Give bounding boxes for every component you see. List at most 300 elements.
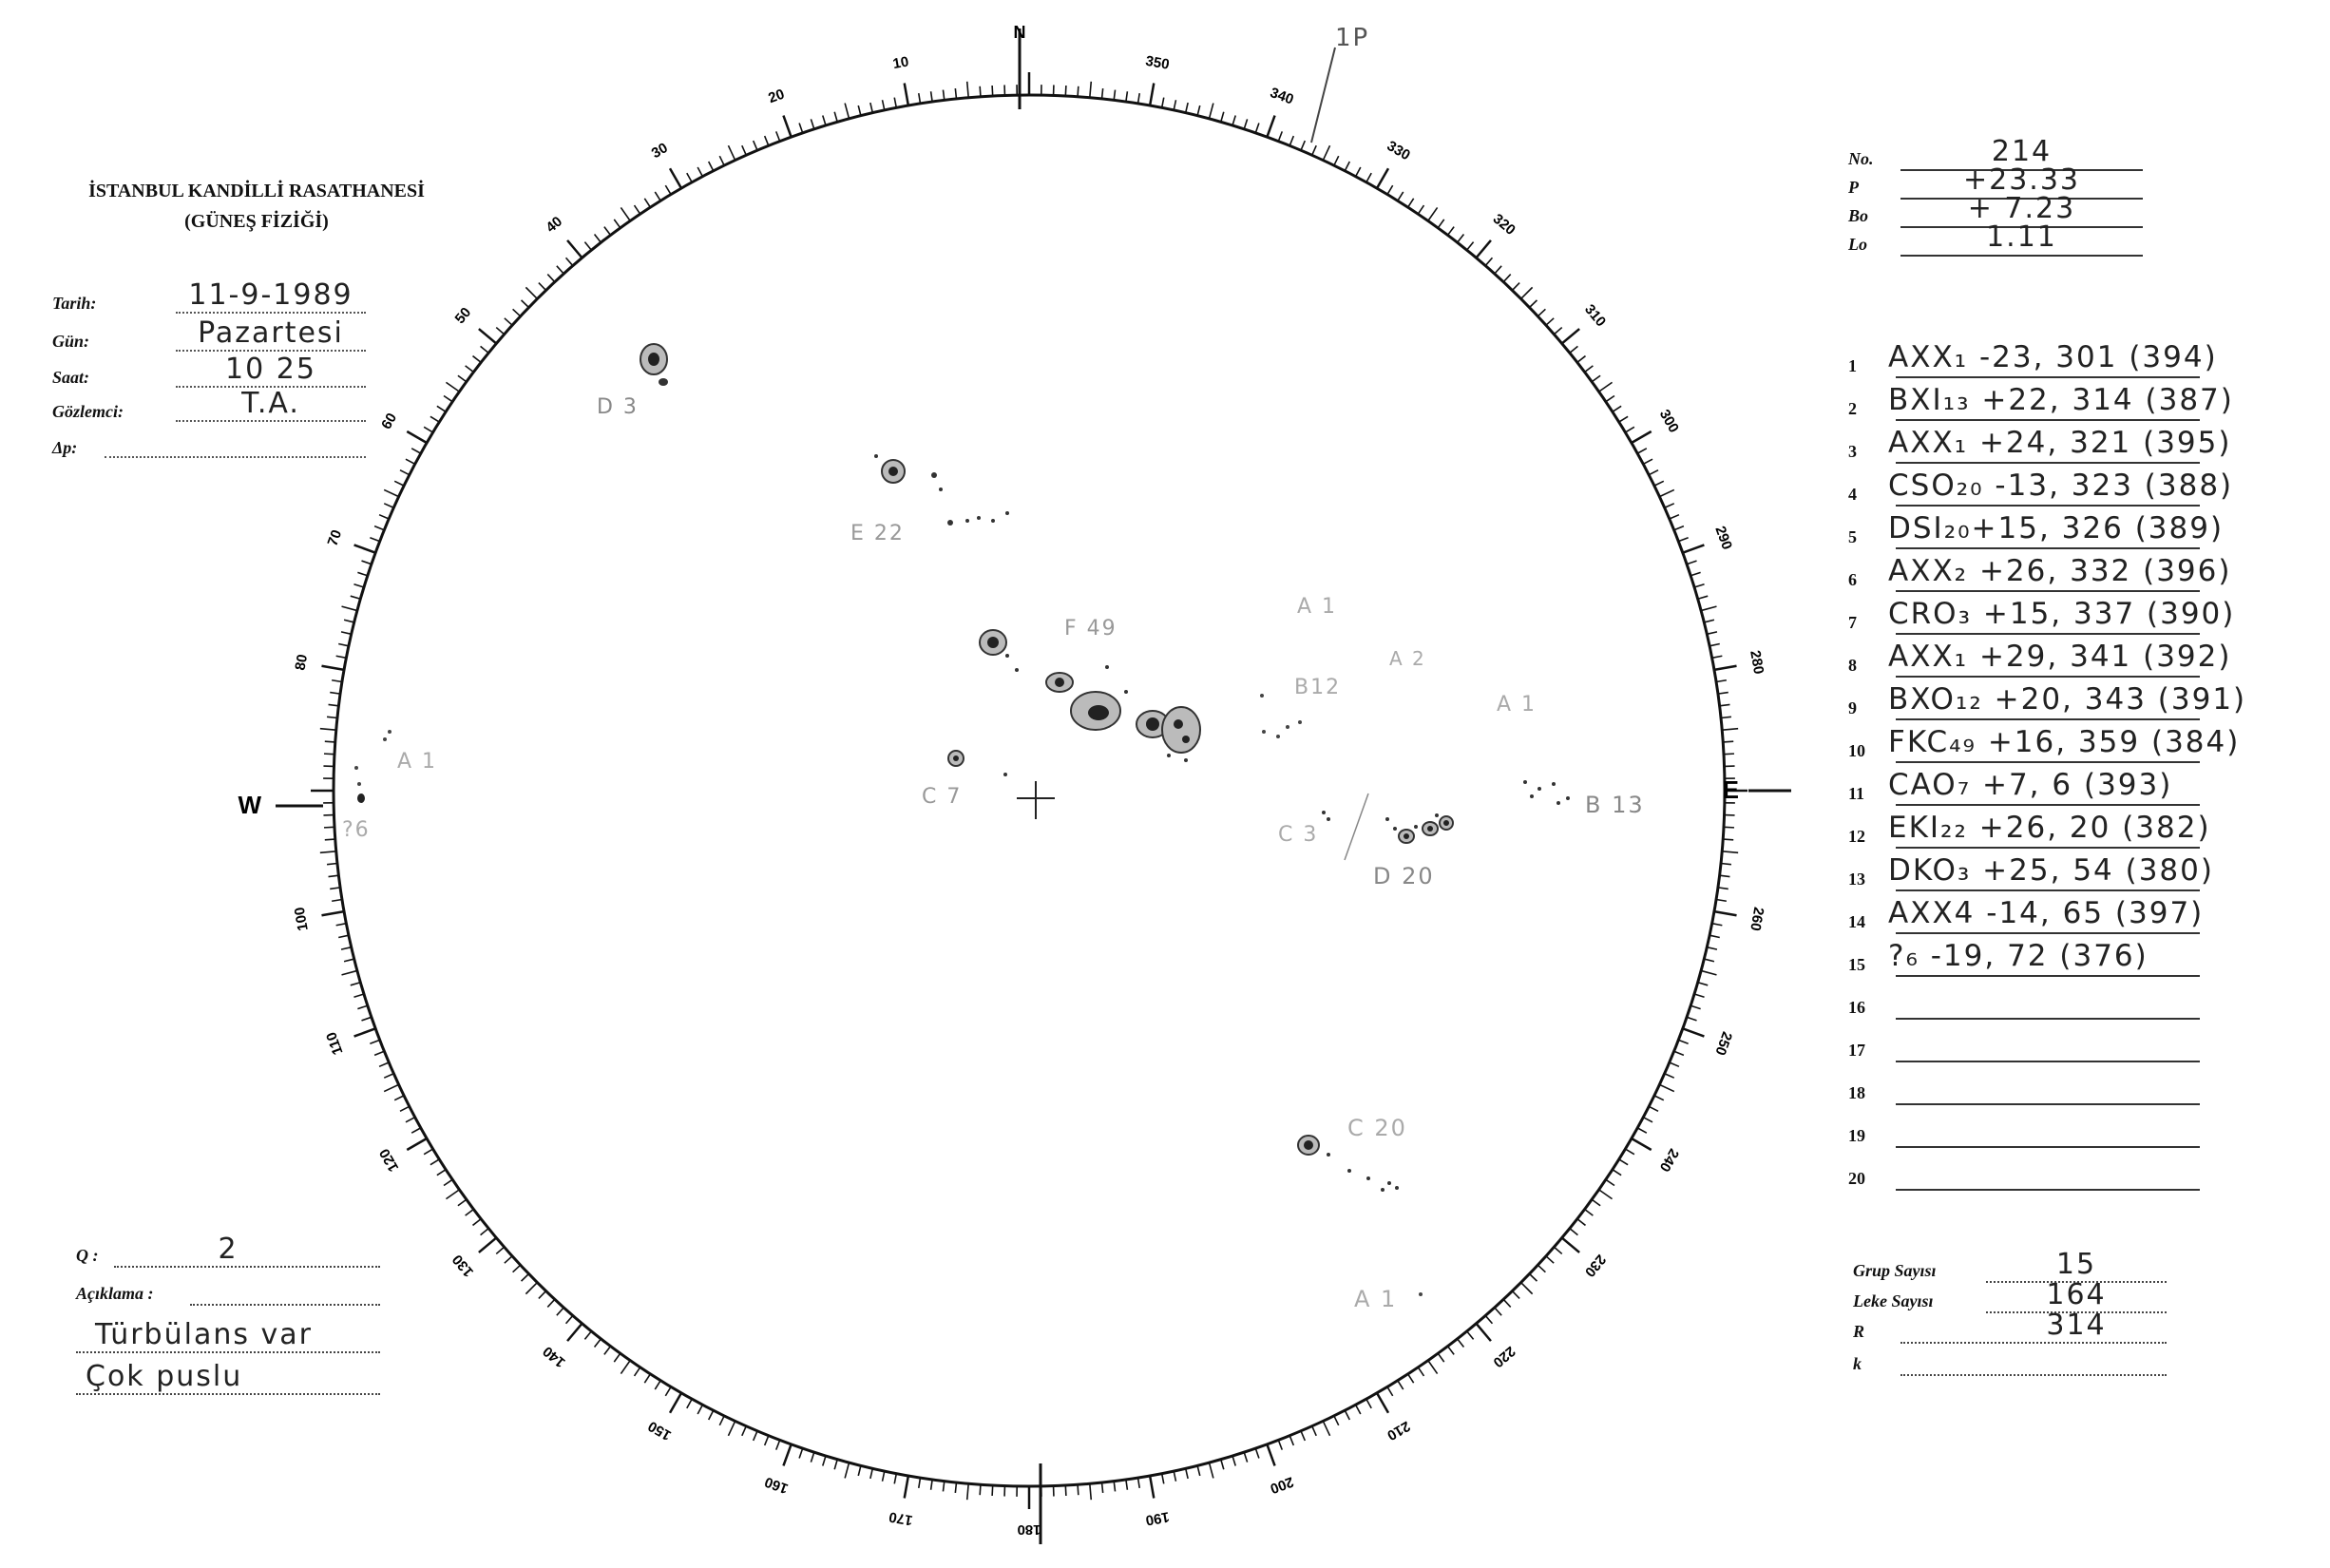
scale-tick bbox=[1503, 1299, 1511, 1307]
scale-tick bbox=[1255, 123, 1259, 132]
scale-tick bbox=[870, 1468, 872, 1479]
scale-tick bbox=[1678, 1040, 1688, 1043]
group-number: 17 bbox=[1848, 1041, 1865, 1060]
scale-tick bbox=[1078, 86, 1079, 97]
scale-tick bbox=[344, 959, 354, 962]
group-number: 13 bbox=[1848, 870, 1865, 889]
scale-tick bbox=[1701, 606, 1716, 610]
scale-tick bbox=[709, 162, 714, 171]
scale-tick bbox=[1707, 632, 1717, 634]
scale-tick bbox=[1126, 1480, 1128, 1490]
scale-tick bbox=[1102, 1482, 1103, 1493]
label-a1-top: A 1 bbox=[1297, 595, 1338, 619]
sunspot-group-f49 bbox=[980, 617, 1200, 762]
scale-label: 220 bbox=[1489, 1343, 1518, 1371]
scale-tick bbox=[1709, 935, 1720, 937]
scale-tick bbox=[321, 911, 344, 915]
scale-tick bbox=[341, 947, 352, 949]
scale-label: 20 bbox=[766, 86, 787, 107]
scale-label: 70 bbox=[324, 527, 346, 548]
sunspot-group-q6 bbox=[342, 766, 371, 842]
scale-tick bbox=[1278, 1440, 1282, 1449]
scale-tick bbox=[444, 396, 452, 402]
scale-tick bbox=[1659, 489, 1673, 496]
group-number: 19 bbox=[1848, 1126, 1865, 1145]
scale-tick bbox=[1334, 156, 1339, 165]
scale-tick bbox=[845, 1463, 849, 1478]
group-number: 5 bbox=[1848, 527, 1857, 546]
scale-tick bbox=[870, 103, 872, 113]
scale-tick bbox=[1255, 1448, 1259, 1458]
sunspot-group-b13 bbox=[1523, 780, 1645, 818]
scale-tick bbox=[496, 1247, 504, 1253]
scale-tick bbox=[354, 545, 376, 552]
scale-tick bbox=[325, 839, 335, 840]
group-number: 18 bbox=[1848, 1083, 1865, 1102]
scale-label: 10 bbox=[891, 53, 910, 73]
degree-scale bbox=[292, 53, 1767, 1538]
group-entry: AXX₁ -23, 301 (394) bbox=[1888, 340, 2218, 374]
scale-tick bbox=[1720, 704, 1730, 705]
scale-tick bbox=[967, 82, 968, 98]
scale-tick bbox=[1323, 145, 1329, 160]
group-entry: FKC₄₉ +16, 359 (384) bbox=[1888, 725, 2241, 759]
scale-tick bbox=[1467, 1331, 1474, 1340]
scale-tick bbox=[1723, 839, 1733, 840]
scale-tick bbox=[411, 449, 421, 453]
bo-label: Bo bbox=[1848, 206, 1869, 225]
scale-tick bbox=[955, 88, 956, 99]
scale-tick bbox=[1312, 1426, 1316, 1436]
scale-tick bbox=[1649, 1106, 1658, 1111]
scale-tick bbox=[341, 632, 352, 634]
scale-tick bbox=[1334, 1416, 1339, 1425]
scale-tick bbox=[342, 606, 357, 610]
scale-tick bbox=[539, 283, 546, 291]
scale-tick bbox=[444, 1179, 452, 1185]
scale-tick bbox=[1723, 741, 1733, 742]
scale-tick bbox=[330, 693, 340, 695]
day-label: Gün: bbox=[52, 332, 90, 351]
scale-tick bbox=[1209, 1463, 1213, 1478]
scale-tick bbox=[424, 427, 432, 432]
scale-tick bbox=[1387, 185, 1393, 194]
scale-tick bbox=[1562, 329, 1579, 343]
scale-tick bbox=[1197, 105, 1200, 116]
quality-value: 2 bbox=[218, 1233, 239, 1266]
scale-tick bbox=[370, 538, 379, 542]
label-b13: B 13 bbox=[1585, 792, 1645, 818]
scale-label: 40 bbox=[543, 213, 566, 237]
scale-tick bbox=[621, 207, 630, 220]
scale-tick bbox=[1606, 1179, 1614, 1185]
scale-tick bbox=[1712, 924, 1723, 926]
scale-tick bbox=[845, 104, 849, 119]
scale-tick bbox=[1162, 1474, 1164, 1484]
scale-tick bbox=[1599, 1190, 1613, 1199]
scale-tick bbox=[1570, 1229, 1578, 1235]
scale-tick bbox=[407, 431, 427, 443]
scale-tick bbox=[1709, 644, 1720, 646]
scale-tick bbox=[379, 515, 389, 519]
scale-tick bbox=[765, 136, 769, 145]
scale-tick bbox=[943, 1482, 944, 1492]
scale-label: 130 bbox=[449, 1251, 477, 1280]
scale-label: 290 bbox=[1711, 524, 1735, 552]
scale-tick bbox=[967, 1483, 968, 1500]
scale-tick bbox=[1174, 100, 1175, 110]
p-value: +23.33 bbox=[1962, 163, 2081, 197]
scale-tick bbox=[479, 329, 496, 343]
scale-tick bbox=[384, 504, 393, 507]
scale-tick bbox=[354, 1028, 376, 1036]
scale-tick bbox=[980, 86, 981, 97]
scale-tick bbox=[458, 375, 467, 381]
scale-tick bbox=[437, 1170, 446, 1176]
scale-tick bbox=[1714, 666, 1737, 670]
group-entry: CAO₇ +7, 6 (393) bbox=[1888, 768, 2173, 802]
day-value: Pazartesi bbox=[198, 316, 344, 350]
group-number: 10 bbox=[1848, 741, 1865, 760]
scale-tick bbox=[1428, 207, 1438, 220]
scale-tick bbox=[595, 235, 602, 243]
time-label: Saat: bbox=[52, 368, 90, 387]
scale-tick bbox=[1670, 515, 1679, 519]
scale-label: 180 bbox=[1017, 1521, 1041, 1539]
scale-tick bbox=[687, 1399, 692, 1408]
scale-tick bbox=[742, 1426, 746, 1436]
scale-tick bbox=[1377, 168, 1388, 188]
scale-tick bbox=[1625, 1149, 1633, 1155]
group-number: 14 bbox=[1848, 912, 1865, 931]
scale-tick bbox=[525, 287, 537, 298]
scale-tick bbox=[344, 620, 354, 622]
scale-tick bbox=[670, 1393, 681, 1413]
scale-tick bbox=[320, 729, 336, 730]
scale-tick bbox=[1438, 220, 1443, 228]
scale-tick bbox=[446, 1190, 459, 1199]
scale-tick bbox=[430, 1159, 439, 1165]
no-value: 214 bbox=[1991, 135, 2053, 168]
scale-tick bbox=[1632, 1138, 1652, 1150]
scale-tick bbox=[1687, 561, 1696, 564]
scale-tick bbox=[1678, 538, 1688, 542]
group-count-label: Grup Sayısı bbox=[1853, 1261, 1937, 1280]
north-label: N bbox=[1013, 23, 1026, 42]
scale-tick bbox=[324, 754, 334, 755]
scale-tick bbox=[980, 1484, 981, 1495]
scale-tick bbox=[1356, 1405, 1361, 1414]
scale-tick bbox=[1592, 1199, 1600, 1205]
scale-tick bbox=[329, 875, 339, 876]
scale-tick bbox=[1724, 754, 1734, 755]
scale-tick bbox=[351, 983, 361, 985]
group-entry: BXI₁₃ +22, 314 (387) bbox=[1888, 383, 2234, 417]
scale-tick bbox=[1722, 851, 1738, 852]
sunspot-group-a1-bottom bbox=[1354, 1286, 1423, 1312]
label-c7: C 7 bbox=[922, 785, 963, 809]
scale-tick bbox=[547, 275, 555, 282]
group-entry: DKO₃ +25, 54 (380) bbox=[1888, 853, 2214, 888]
scale-tick bbox=[1694, 584, 1705, 587]
scale-tick bbox=[525, 1283, 537, 1294]
sunspot-group-c20 bbox=[1298, 1115, 1407, 1192]
scale-tick bbox=[496, 328, 504, 335]
scale-tick bbox=[1643, 1118, 1652, 1122]
scale-tick bbox=[1232, 115, 1235, 125]
scale-tick bbox=[728, 1421, 735, 1435]
group-entry: AXX₂ +26, 332 (396) bbox=[1888, 554, 2232, 588]
scale-tick bbox=[411, 1128, 421, 1133]
group-entry: EKI₂₂ +26, 20 (382) bbox=[1888, 811, 2211, 845]
scale-tick bbox=[1078, 1484, 1079, 1495]
scale-tick bbox=[1537, 1265, 1545, 1272]
scale-tick bbox=[1554, 1247, 1561, 1253]
scale-tick bbox=[1150, 83, 1154, 105]
scale-tick bbox=[1221, 1460, 1224, 1470]
group-number: 16 bbox=[1848, 998, 1865, 1017]
scale-tick bbox=[1722, 729, 1738, 730]
scale-tick bbox=[1244, 119, 1247, 128]
scale-tick bbox=[1613, 1170, 1621, 1176]
scale-tick bbox=[823, 1456, 826, 1466]
scale-label: 60 bbox=[378, 410, 401, 432]
scale-tick bbox=[1221, 112, 1224, 123]
scale-tick bbox=[473, 356, 482, 363]
scale-label: 340 bbox=[1268, 85, 1296, 108]
scale-tick bbox=[665, 1386, 671, 1395]
scale-tick bbox=[1718, 693, 1728, 695]
group-entry: CRO₃ +15, 337 (390) bbox=[1888, 597, 2236, 631]
scale-label: 210 bbox=[1384, 1417, 1413, 1444]
scale-tick bbox=[1278, 131, 1282, 141]
label-a2: A 2 bbox=[1389, 647, 1426, 670]
group-count-value: 15 bbox=[2055, 1248, 2097, 1281]
scale-tick bbox=[1209, 104, 1213, 119]
scale-label: 230 bbox=[1581, 1251, 1610, 1280]
scale-tick bbox=[1174, 1471, 1175, 1482]
scale-tick bbox=[992, 86, 993, 96]
scale-tick bbox=[384, 1074, 393, 1078]
scale-tick bbox=[894, 98, 896, 108]
bo-value: + 7.23 bbox=[1967, 192, 2076, 225]
scale-tick bbox=[336, 656, 347, 658]
scale-tick bbox=[400, 470, 410, 475]
scale-tick bbox=[1670, 1062, 1679, 1066]
scale-label: 190 bbox=[1144, 1508, 1171, 1529]
scale-tick bbox=[547, 1299, 555, 1307]
scale-tick bbox=[1065, 86, 1066, 96]
scale-tick bbox=[513, 309, 521, 316]
scale-tick bbox=[1716, 900, 1727, 902]
note-2: Çok puslu bbox=[86, 1360, 243, 1393]
scale-label: 110 bbox=[323, 1029, 347, 1058]
scale-label: 30 bbox=[648, 140, 671, 163]
scale-tick bbox=[834, 1460, 837, 1470]
scale-tick bbox=[1398, 192, 1404, 201]
no-label: No. bbox=[1848, 149, 1874, 168]
label-q6: ?6 bbox=[342, 818, 371, 842]
scale-label: 80 bbox=[292, 653, 312, 672]
scale-tick bbox=[342, 970, 357, 974]
scale-tick bbox=[1521, 287, 1533, 298]
scale-tick bbox=[931, 1480, 933, 1490]
spot-count-value: 164 bbox=[2046, 1278, 2107, 1311]
scale-tick bbox=[1637, 449, 1647, 453]
scale-tick bbox=[407, 1138, 427, 1150]
scale-tick bbox=[481, 1229, 489, 1235]
scale-tick bbox=[1301, 1431, 1305, 1441]
scale-tick bbox=[604, 1347, 611, 1355]
label-e22: E 22 bbox=[850, 522, 905, 545]
scale-tick bbox=[1458, 1339, 1464, 1348]
label-d20: D 20 bbox=[1373, 863, 1435, 889]
scale-tick bbox=[1698, 596, 1709, 599]
group-number: 8 bbox=[1848, 656, 1857, 675]
sunspot-group-e22 bbox=[850, 454, 1009, 545]
scale-tick bbox=[858, 105, 861, 116]
scale-tick bbox=[655, 1381, 660, 1389]
group-entry: BXO₁₂ +20, 343 (391) bbox=[1888, 682, 2247, 717]
scale-tick bbox=[655, 192, 660, 201]
scale-tick bbox=[1387, 1386, 1393, 1395]
scale-tick bbox=[320, 851, 336, 852]
observer-value: T.A. bbox=[241, 387, 300, 420]
scale-tick bbox=[1485, 1315, 1492, 1323]
scale-tick bbox=[1585, 366, 1594, 373]
scale-tick bbox=[1090, 1483, 1091, 1500]
scale-tick bbox=[754, 141, 757, 150]
sunspot-group-d20 bbox=[1373, 813, 1453, 889]
scale-tick bbox=[384, 1084, 398, 1091]
scale-tick bbox=[1512, 283, 1519, 291]
scale-tick bbox=[783, 1444, 791, 1466]
scale-tick bbox=[566, 1315, 573, 1323]
scale-tick bbox=[687, 173, 692, 182]
scale-tick bbox=[1704, 620, 1714, 622]
scale-tick bbox=[1408, 199, 1414, 207]
group-number: 20 bbox=[1848, 1169, 1865, 1188]
scale-tick bbox=[1345, 1410, 1349, 1420]
scale-tick bbox=[1546, 1256, 1554, 1263]
scale-tick bbox=[1562, 1238, 1579, 1252]
scale-tick bbox=[754, 1431, 757, 1441]
scale-tick bbox=[1714, 911, 1737, 915]
scale-tick bbox=[1448, 1347, 1455, 1355]
group-number: 2 bbox=[1848, 399, 1857, 418]
scale-tick bbox=[1674, 1051, 1684, 1055]
group-entry: AXX4 -14, 65 (397) bbox=[1888, 896, 2205, 930]
group-entry: AXX₁ +29, 341 (392) bbox=[1888, 640, 2232, 674]
scale-label: 100 bbox=[291, 906, 312, 932]
sunspot-group-c3 bbox=[1278, 811, 1330, 847]
scale-tick bbox=[1577, 356, 1586, 363]
time-value: 10 25 bbox=[225, 353, 316, 386]
scale-tick bbox=[1458, 235, 1464, 243]
group-entry: DSI₂₀+15, 326 (389) bbox=[1888, 511, 2225, 545]
scale-tick bbox=[505, 318, 512, 325]
scale-label: 170 bbox=[888, 1508, 914, 1529]
scale-tick bbox=[783, 116, 791, 138]
scale-tick bbox=[513, 1265, 521, 1272]
scale-tick bbox=[1345, 162, 1349, 171]
scale-tick bbox=[1503, 275, 1511, 282]
scale-tick bbox=[336, 924, 347, 926]
department-name: (GÜNEŞ FİZİĞİ) bbox=[184, 211, 329, 232]
scale-tick bbox=[1637, 1128, 1647, 1133]
scale-tick bbox=[338, 935, 349, 937]
scale-tick bbox=[1613, 406, 1621, 411]
scale-label: 240 bbox=[1655, 1145, 1682, 1175]
scale-tick bbox=[1665, 504, 1674, 507]
scale-tick bbox=[522, 1273, 529, 1281]
scale-tick bbox=[742, 145, 746, 155]
scale-tick bbox=[799, 123, 803, 132]
scale-tick bbox=[1724, 827, 1734, 828]
scale-label: 310 bbox=[1581, 301, 1610, 331]
group-number: 6 bbox=[1848, 570, 1857, 589]
scale-label: 330 bbox=[1384, 138, 1413, 164]
scale-tick bbox=[1428, 1361, 1438, 1374]
scale-tick bbox=[834, 112, 837, 123]
scale-tick bbox=[330, 888, 340, 889]
delta-p-label: Δp: bbox=[52, 438, 78, 457]
scale-tick bbox=[466, 366, 474, 373]
scale-tick bbox=[361, 561, 371, 564]
scale-tick bbox=[357, 572, 367, 575]
quality-label: Q : bbox=[76, 1246, 99, 1265]
scale-tick bbox=[1712, 656, 1723, 658]
scale-tick bbox=[614, 1353, 620, 1362]
west-label: W bbox=[238, 791, 261, 819]
scale-tick bbox=[1721, 864, 1731, 865]
scale-tick bbox=[1606, 396, 1614, 402]
scale-tick bbox=[1570, 346, 1578, 353]
label-a1-right: A 1 bbox=[1497, 693, 1537, 717]
scale-tick bbox=[1267, 116, 1274, 138]
sunspot-group-b12 bbox=[1260, 676, 1341, 738]
group-number: 11 bbox=[1848, 784, 1865, 803]
scale-tick bbox=[557, 1308, 563, 1315]
observer-label: Gözlemci: bbox=[52, 402, 124, 421]
scale-tick bbox=[1126, 91, 1128, 102]
scale-tick bbox=[1477, 240, 1491, 258]
date-label: Tarih: bbox=[52, 294, 97, 313]
scale-tick bbox=[505, 1256, 512, 1263]
scale-tick bbox=[1707, 947, 1717, 949]
scale-tick bbox=[1619, 416, 1628, 422]
east-label: E bbox=[1722, 775, 1739, 804]
sunspot-group-c7 bbox=[922, 751, 1007, 809]
pencil-divider-line bbox=[1345, 794, 1368, 860]
scale-tick bbox=[1495, 1308, 1501, 1315]
scale-tick bbox=[566, 258, 573, 265]
scale-tick bbox=[374, 1051, 384, 1055]
scale-tick bbox=[1114, 1482, 1115, 1492]
institution-name: İSTANBUL KANDİLLİ RASATHANESİ bbox=[88, 181, 425, 201]
scale-tick bbox=[1289, 1436, 1293, 1445]
scale-tick bbox=[324, 827, 334, 828]
scale-tick bbox=[446, 382, 459, 392]
scale-tick bbox=[709, 1410, 714, 1420]
sunspot-group-a1-left bbox=[383, 730, 437, 774]
scale-tick bbox=[670, 168, 681, 188]
scale-tick bbox=[1114, 90, 1115, 101]
label-b12: B12 bbox=[1294, 676, 1342, 699]
scale-tick bbox=[567, 240, 582, 258]
scale-tick bbox=[905, 1476, 908, 1499]
scale-tick bbox=[1698, 983, 1709, 985]
